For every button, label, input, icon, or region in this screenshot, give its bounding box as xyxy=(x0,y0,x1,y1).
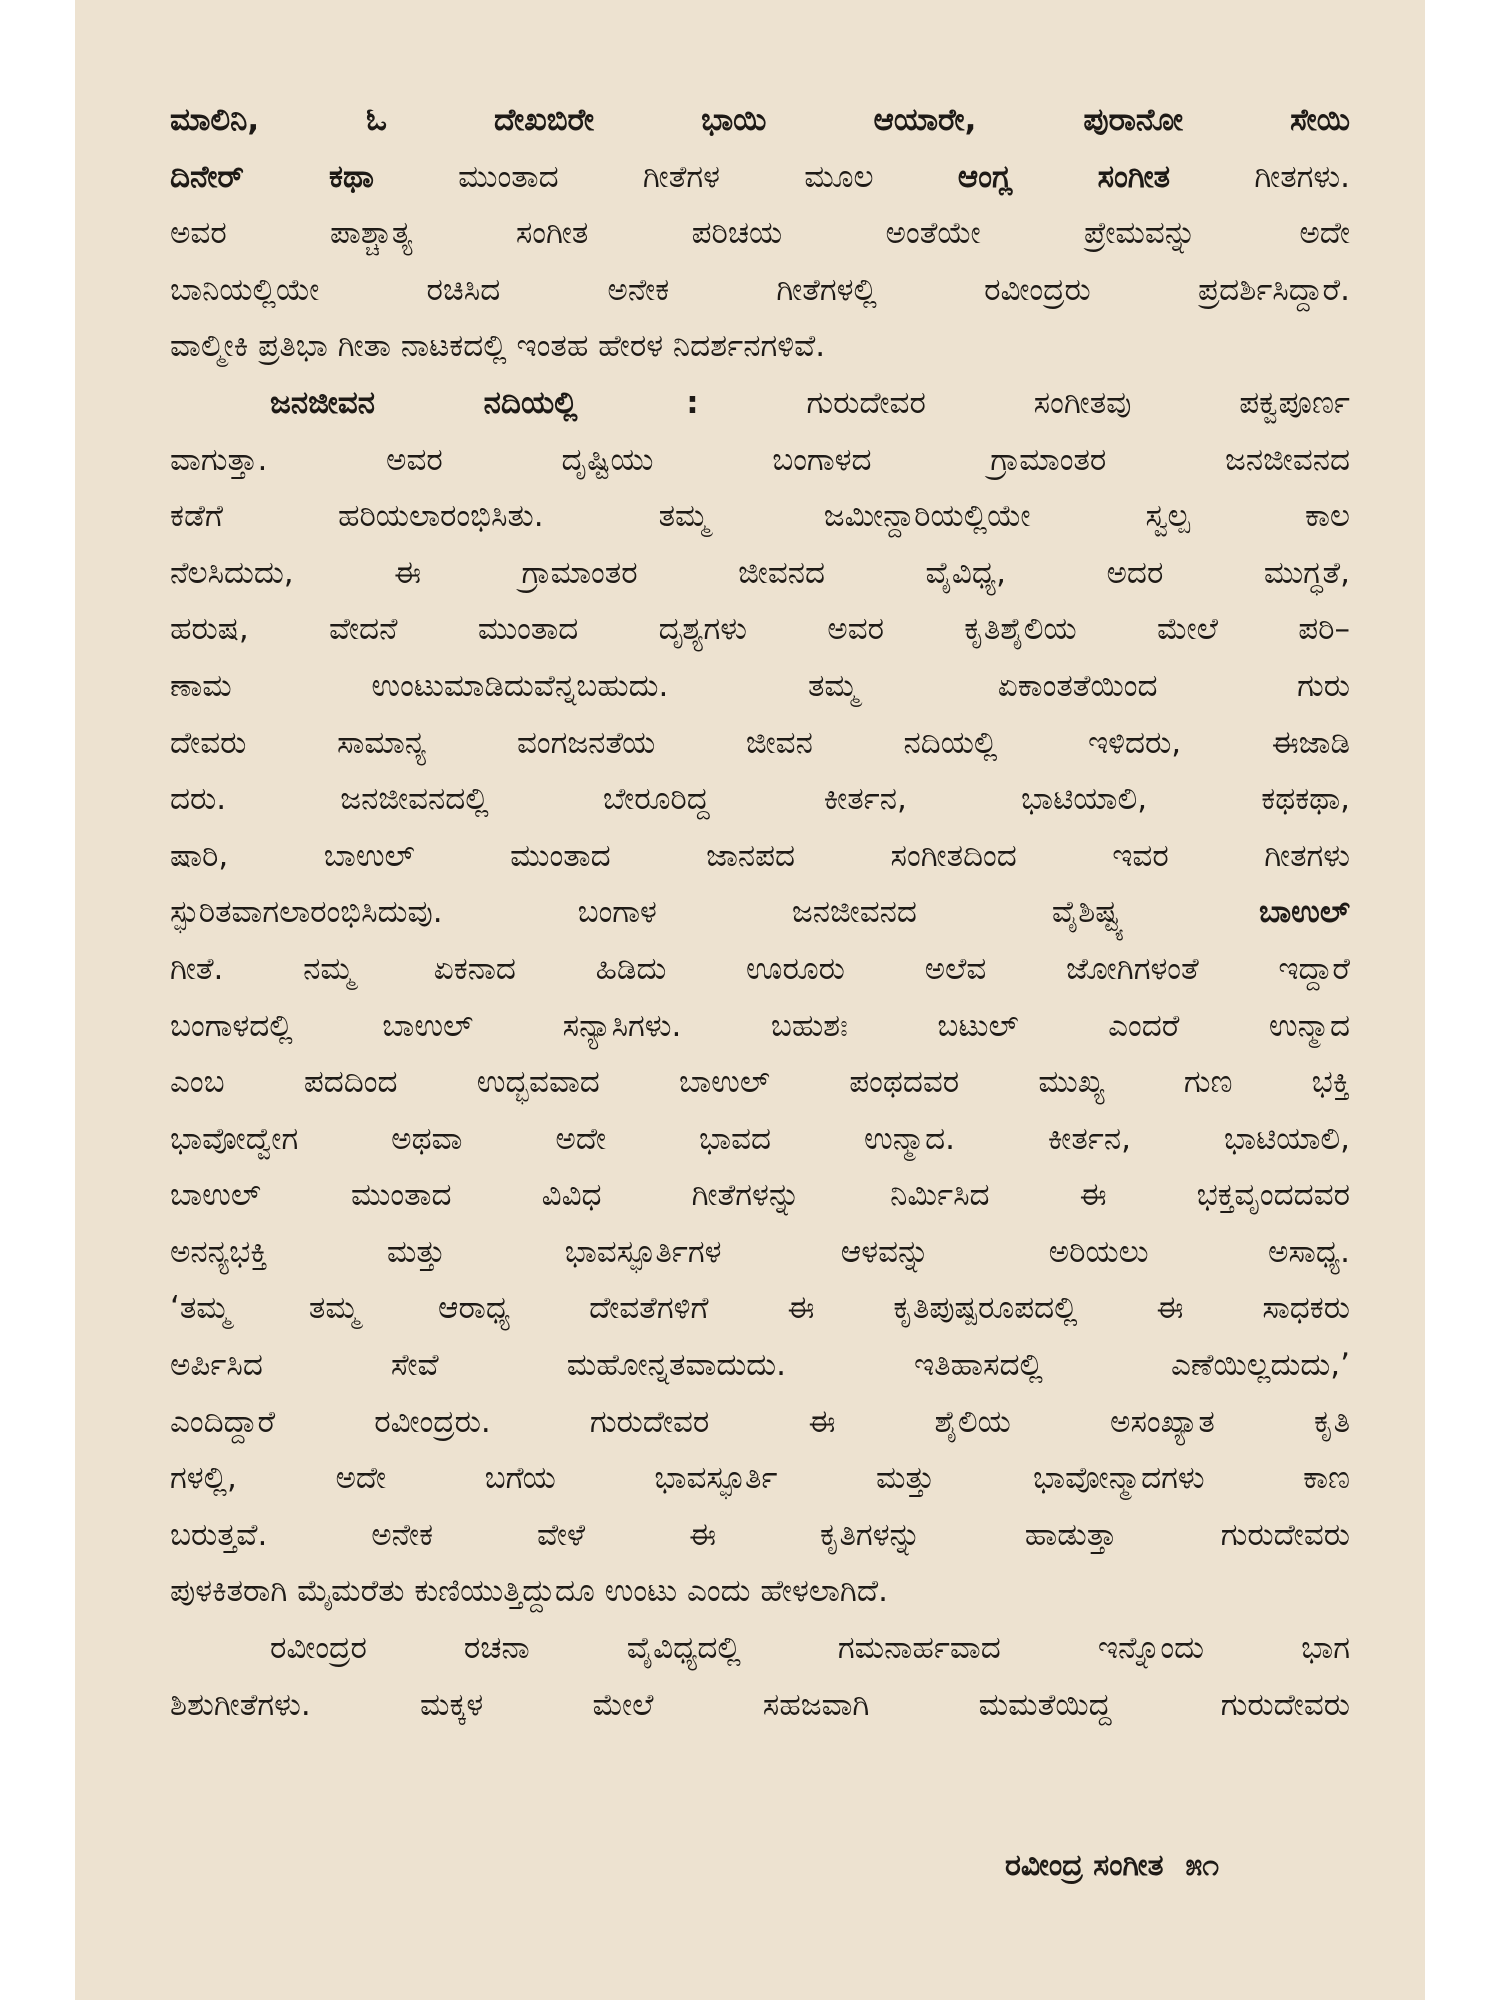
bold-text-segment: ಆಂಗ್ಲ ಸಂಗೀತ xyxy=(957,158,1171,195)
text-segment: ಭಾವೋದ್ವೇಗ ಅಥವಾ ಅದೇ ಭಾವದ ಉನ್ಮಾದ. ಕೀರ್ತನ, ಭಾಟಿಯಾಲಿ, xyxy=(170,1120,1350,1157)
text-segment: ಅವರ ಪಾಶ್ಚಾತ್ಯ ಸಂಗೀತ ಪರಿಚಯ ಅಂತೆಯೇ ಪ್ರೇಮವನ್ನು ಅದೇ xyxy=(170,215,1350,252)
text-line xyxy=(170,771,1350,828)
text-line xyxy=(170,545,1350,602)
text-line xyxy=(170,941,1350,998)
text-segment: ಬಂಗಾಳದಲ್ಲಿ ಬಾಉಲ್ ಸನ್ಯಾಸಿಗಳು. ಬಹುಶಃ ಬಟುಲ್ ಎಂದರೆ ಉನ್ಮಾದ xyxy=(170,1007,1350,1044)
text-segment: ಬಾನಿಯಲ್ಲಿಯೇ ರಚಿಸಿದ ಅನೇಕ ಗೀತೆಗಳಲ್ಲಿ ರವೀಂದ್ರರು ಪ್ರದರ್ಶಿಸಿದ್ದಾರೆ. xyxy=(170,271,1350,308)
text-line xyxy=(170,262,1350,319)
text-line xyxy=(170,1563,1350,1620)
text-segment: ಬಾಉಲ್ ಮುಂತಾದ ವಿವಿಧ ಗೀತೆಗಳನ್ನು ನಿರ್ಮಿಸಿದ ಈ ಭಕ್ತವೃಂದದವರ xyxy=(170,1177,1350,1214)
bold-text-segment: ಜನಜೀವನ ನದಿಯಲ್ಲಿ : xyxy=(270,384,699,421)
text-line xyxy=(170,1054,1350,1111)
text-segment: ಹರುಷ, ವೇದನೆ ಮುಂತಾದ ದೃಶ್ಯಗಳು ಅವರ ಕೃತಿಶೈಲಿಯ ಮೇಲೆ ಪರಿ– xyxy=(170,611,1350,648)
bold-text-segment: ಬಾಉಲ್ xyxy=(1259,894,1350,931)
text-segment: ಗಳಲ್ಲಿ, ಅದೇ ಬಗೆಯ ಭಾವಸ್ಫೂರ್ತಿ ಮತ್ತು ಭಾವೋನ್ಮಾದಗಳು ಕಾಣ xyxy=(170,1460,1350,1497)
text-segment: ಶಿಶುಗೀತೆಗಳು. ಮಕ್ಕಳ ಮೇಲೆ ಸಹಜವಾಗಿ ಮಮತೆಯಿದ್ದ ಗುರುದೇವರು xyxy=(170,1686,1350,1723)
text-segment: ಮುಂತಾದ ಗೀತೆಗಳ ಮೂಲ xyxy=(373,158,958,195)
text-segment: ಣಾಮ ಉಂಟುಮಾಡಿದುವೆನ್ನಬಹುದು. ತಮ್ಮ ಏಕಾಂತತೆಯಿಂದ ಗುರು xyxy=(170,667,1350,704)
text-line xyxy=(170,1507,1350,1564)
text-line xyxy=(170,884,1350,941)
text-segment: ಪುಳಕಿತರಾಗಿ ಮೈಮರೆತು ಕುಣಿಯುತ್ತಿದ್ದುದೂ ಉಂಟು ಎಂದು ಹೇಳಲಾಗಿದೆ. xyxy=(170,1573,888,1610)
text-segment: ‘ತಮ್ಮ ತಮ್ಮ ಆರಾಧ್ಯ ದೇವತೆಗಳಿಗೆ ಈ ಕೃತಿಪುಷ್ಪರೂಪದಲ್ಲಿ ಈ ಸಾಧಕರು xyxy=(170,1290,1350,1327)
text-line xyxy=(170,715,1350,772)
running-footer xyxy=(1005,1848,1219,1883)
text-segment: ದೇವರು ಸಾಮಾನ್ಯ ವಂಗಜನತೆಯ ಜೀವನ ನದಿಯಲ್ಲಿ ಇಳಿದರು, ಈಜಾಡಿ xyxy=(170,724,1350,761)
text-segment: ಎಂದಿದ್ದಾರೆ ರವೀಂದ್ರರು. ಗುರುದೇವರ ಈ ಶೈಲಿಯ ಅಸಂಖ್ಯಾತ ಕೃತಿ xyxy=(170,1403,1350,1440)
text-segment: ಕಡೆಗೆ ಹರಿಯಲಾರಂಭಿಸಿತು. ತಮ್ಮ ಜಮೀನ್ದಾರಿಯಲ್ಲಿಯೇ ಸ್ವಲ್ಪ ಕಾಲ xyxy=(170,498,1350,535)
text-line xyxy=(170,1620,1350,1677)
text-segment: ಗೀತಗಳು. xyxy=(1170,158,1350,195)
text-line xyxy=(170,658,1350,715)
text-line xyxy=(170,1111,1350,1168)
text-line xyxy=(170,1337,1350,1394)
footer-page-number: ೫೧ xyxy=(1185,1848,1220,1883)
text-line xyxy=(170,828,1350,885)
text-line xyxy=(170,1280,1350,1337)
text-segment: ಗುರುದೇವರ ಸಂಗೀತವು ಪಕ್ವಪೂರ್ಣ xyxy=(698,384,1350,421)
bold-text-segment: ಮಾಲಿನಿ, ಓ ದೇಖಬಿರೇ ಭಾಯಿ ಆಯಾರೇ, ಪುರಾನೋ ಸೇಯಿ xyxy=(170,102,1350,138)
text-line xyxy=(170,149,1350,206)
text-line xyxy=(170,601,1350,658)
text-segment: ಅರ್ಪಿಸಿದ ಸೇವೆ ಮಹೋನ್ನತವಾದುದು. ಇತಿಹಾಸದಲ್ಲಿ ಎಣೆಯಿಲ್ಲದುದು,’ xyxy=(170,1347,1350,1384)
text-segment: ಬರುತ್ತವೆ. ಅನೇಕ ವೇಳೆ ಈ ಕೃತಿಗಳನ್ನು ಹಾಡುತ್ತಾ ಗುರುದೇವರು xyxy=(170,1516,1350,1553)
text-line xyxy=(170,318,1350,375)
text-segment: ಅನನ್ಯಭಕ್ತಿ ಮತ್ತು ಭಾವಸ್ಫೂರ್ತಿಗಳ ಆಳವನ್ನು ಅರಿಯಲು ಅಸಾಧ್ಯ. xyxy=(170,1233,1350,1270)
text-segment: ಸ್ಫುರಿತವಾಗಲಾರಂಭಿಸಿದುವು. ಬಂಗಾಳ ಜನಜೀವನದ ವೈಶಿಷ್ಟ್ಯ xyxy=(170,894,1260,931)
text-line xyxy=(170,432,1350,489)
bold-text-segment: ದಿನೇರ್ ಕಥಾ xyxy=(170,158,374,195)
text-segment: ರವೀಂದ್ರರ ರಚನಾ ವೈವಿಧ್ಯದಲ್ಲಿ ಗಮನಾರ್ಹವಾದ ಇನ್ನೊಂದು ಭಾಗ xyxy=(270,1630,1350,1667)
text-line xyxy=(170,375,1350,432)
text-segment: ನೆಲಸಿದುದು, ಈ ಗ್ರಾಮಾಂತರ ಜೀವನದ ವೈವಿಧ್ಯ, ಅದರ ಮುಗ್ಧತೆ, xyxy=(170,554,1350,591)
text-line xyxy=(170,1167,1350,1224)
footer-book-title: ರವೀಂದ್ರ ಸಂಗೀತ xyxy=(1005,1848,1164,1883)
text-line xyxy=(170,488,1350,545)
text-segment: ವಾಲ್ಮೀಕಿ ಪ್ರತಿಭಾ ಗೀತಾ ನಾಟಕದಲ್ಲಿ ಇಂತಹ ಹೇರಳ ನಿದರ್ಶನಗಳಿವೆ. xyxy=(170,328,826,365)
text-line xyxy=(170,998,1350,1055)
text-line xyxy=(170,1394,1350,1451)
text-segment: ದರು. ಜನಜೀವನದಲ್ಲಿ ಬೇರೂರಿದ್ದ ಕೀರ್ತನ, ಭಾಟಿಯಾಲಿ, ಕಥಕಥಾ, xyxy=(170,781,1350,818)
text-segment: ಷಾರಿ, ಬಾಉಲ್ ಮುಂತಾದ ಜಾನಪದ ಸಂಗೀತದಿಂದ ಇವರ ಗೀತಗಳು xyxy=(170,837,1350,874)
text-line xyxy=(170,1450,1350,1507)
page-body-text xyxy=(170,92,1350,1733)
text-line xyxy=(170,1677,1350,1734)
text-line xyxy=(170,1224,1350,1281)
text-segment: ಗೀತೆ. ನಮ್ಮ ಏಕನಾದ ಹಿಡಿದು ಊರೂರು ಅಲೆವ ಜೋಗಿಗಳಂತೆ ಇದ್ದಾರೆ xyxy=(170,950,1350,987)
text-segment: ವಾಗುತ್ತಾ. ಅವರ ದೃಷ್ಟಿಯು ಬಂಗಾಳದ ಗ್ರಾಮಾಂತರ ಜನಜೀವನದ xyxy=(170,441,1350,478)
text-segment: ಎಂಬ ಪದದಿಂದ ಉದ್ಭವವಾದ ಬಾಉಲ್ ಪಂಥದವರ ಮುಖ್ಯ ಗುಣ ಭಕ್ತಿ xyxy=(170,1064,1350,1101)
text-line xyxy=(170,205,1350,262)
text-line xyxy=(170,92,1350,149)
